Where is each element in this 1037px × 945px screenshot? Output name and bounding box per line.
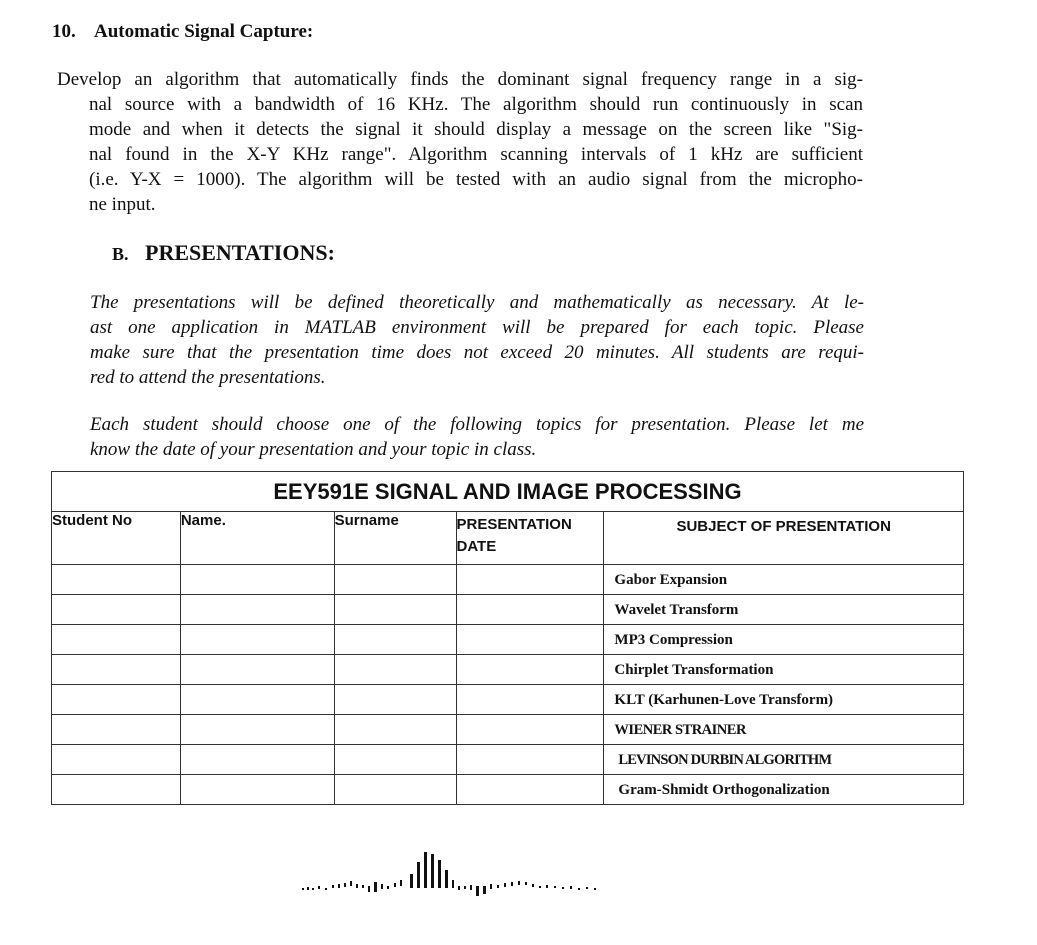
header-name: Name.: [180, 512, 334, 565]
subject-cell: MP3 Compression: [604, 625, 964, 655]
paragraph-line: know the date of your presentation and your topic in class.: [90, 439, 537, 460]
surname-cell: [334, 715, 456, 745]
date-cell: [456, 715, 604, 745]
surname-cell: [334, 595, 456, 625]
date-cell: [456, 745, 604, 775]
paragraph-line: mode and when it detects the signal it should display a message on the screen like "Sig-: [89, 119, 863, 140]
table-row: [52, 685, 964, 715]
student-no-cell: [52, 565, 181, 595]
subject-cell: Chirplet Transformation: [604, 655, 964, 685]
paragraph-line: Each student should choose one of the following topics for presentation. Please let me: [90, 414, 864, 435]
header-surname: Surname: [334, 512, 456, 565]
section-title: PRESENTATIONS:: [145, 240, 335, 265]
signal-waveform-decoration: [298, 848, 608, 896]
surname-cell: [334, 745, 456, 775]
table-row: [52, 655, 964, 685]
header-subject: SUBJECT OF PRESENTATION: [604, 512, 964, 565]
paragraph-line: (i.e. Y-X = 1000). The algorithm will be tested with an audio signal from the micropho-: [89, 169, 863, 190]
subject-cell: LEVINSON DURBIN ALGORITHM: [604, 745, 964, 775]
name-cell: [180, 715, 334, 745]
table-row: [52, 745, 964, 775]
table-row: [52, 625, 964, 655]
date-cell: [456, 565, 604, 595]
student-no-cell: [52, 655, 181, 685]
name-cell: [180, 685, 334, 715]
topic-choice-paragraph: [90, 412, 864, 462]
presentation-table: [51, 471, 964, 805]
paragraph-line: The presentations will be defined theoretically and mathematically as necessary. At le-: [90, 292, 864, 313]
table-row: [52, 775, 964, 805]
date-cell: [456, 625, 604, 655]
section-10-heading: [52, 21, 313, 43]
student-no-cell: [52, 715, 181, 745]
student-no-cell: [52, 745, 181, 775]
surname-cell: [334, 685, 456, 715]
date-cell: [456, 595, 604, 625]
name-cell: [180, 745, 334, 775]
section-10-paragraph: [57, 67, 863, 217]
presentations-paragraph: [90, 290, 864, 390]
student-no-cell: [52, 685, 181, 715]
table-row: [52, 715, 964, 745]
section-letter: B.: [112, 244, 129, 264]
table-row: [52, 565, 964, 595]
name-cell: [180, 775, 334, 805]
student-no-cell: [52, 775, 181, 805]
paragraph-line: Develop an algorithm that automatically finds the dominant signal frequency range in a sig-: [57, 69, 863, 90]
paragraph-line: nal source with a bandwidth of 16 KHz. The algorithm should run continuously in scan: [89, 94, 863, 115]
surname-cell: [334, 625, 456, 655]
student-no-cell: [52, 625, 181, 655]
table-title: EEY591E SIGNAL AND IMAGE PROCESSING: [52, 472, 964, 512]
subject-cell: WIENER STRAINER: [604, 715, 964, 745]
paragraph-line: nal found in the X-Y KHz range". Algorithm scanning intervals of 1 kHz are sufficient: [89, 144, 863, 165]
name-cell: [180, 565, 334, 595]
date-cell: [456, 655, 604, 685]
subject-cell: KLT (Karhunen-Love Transform): [604, 685, 964, 715]
section-b-heading: [112, 240, 335, 266]
table-row: [52, 595, 964, 625]
paragraph-line: red to attend the presentations.: [90, 367, 326, 388]
date-cell: [456, 685, 604, 715]
subject-cell: Gram-Shmidt Orthogonalization: [604, 775, 964, 805]
surname-cell: [334, 775, 456, 805]
name-cell: [180, 595, 334, 625]
surname-cell: [334, 655, 456, 685]
subject-cell: Wavelet Transform: [604, 595, 964, 625]
name-cell: [180, 625, 334, 655]
paragraph-line: ne input.: [89, 194, 156, 215]
header-presentation-date: PRESENTATION DATE: [456, 512, 604, 565]
paragraph-line: make sure that the presentation time does not exceed 20 minutes. All students are requi-: [90, 342, 864, 363]
header-student-no: Student No: [52, 512, 181, 565]
paragraph-line: ast one application in MATLAB environment will be prepared for each topic. Please: [90, 317, 864, 338]
section-title: Automatic Signal Capture:: [94, 21, 314, 42]
surname-cell: [334, 565, 456, 595]
section-number: 10.: [52, 21, 76, 42]
student-no-cell: [52, 595, 181, 625]
date-cell: [456, 775, 604, 805]
name-cell: [180, 655, 334, 685]
subject-cell: Gabor Expansion: [604, 565, 964, 595]
